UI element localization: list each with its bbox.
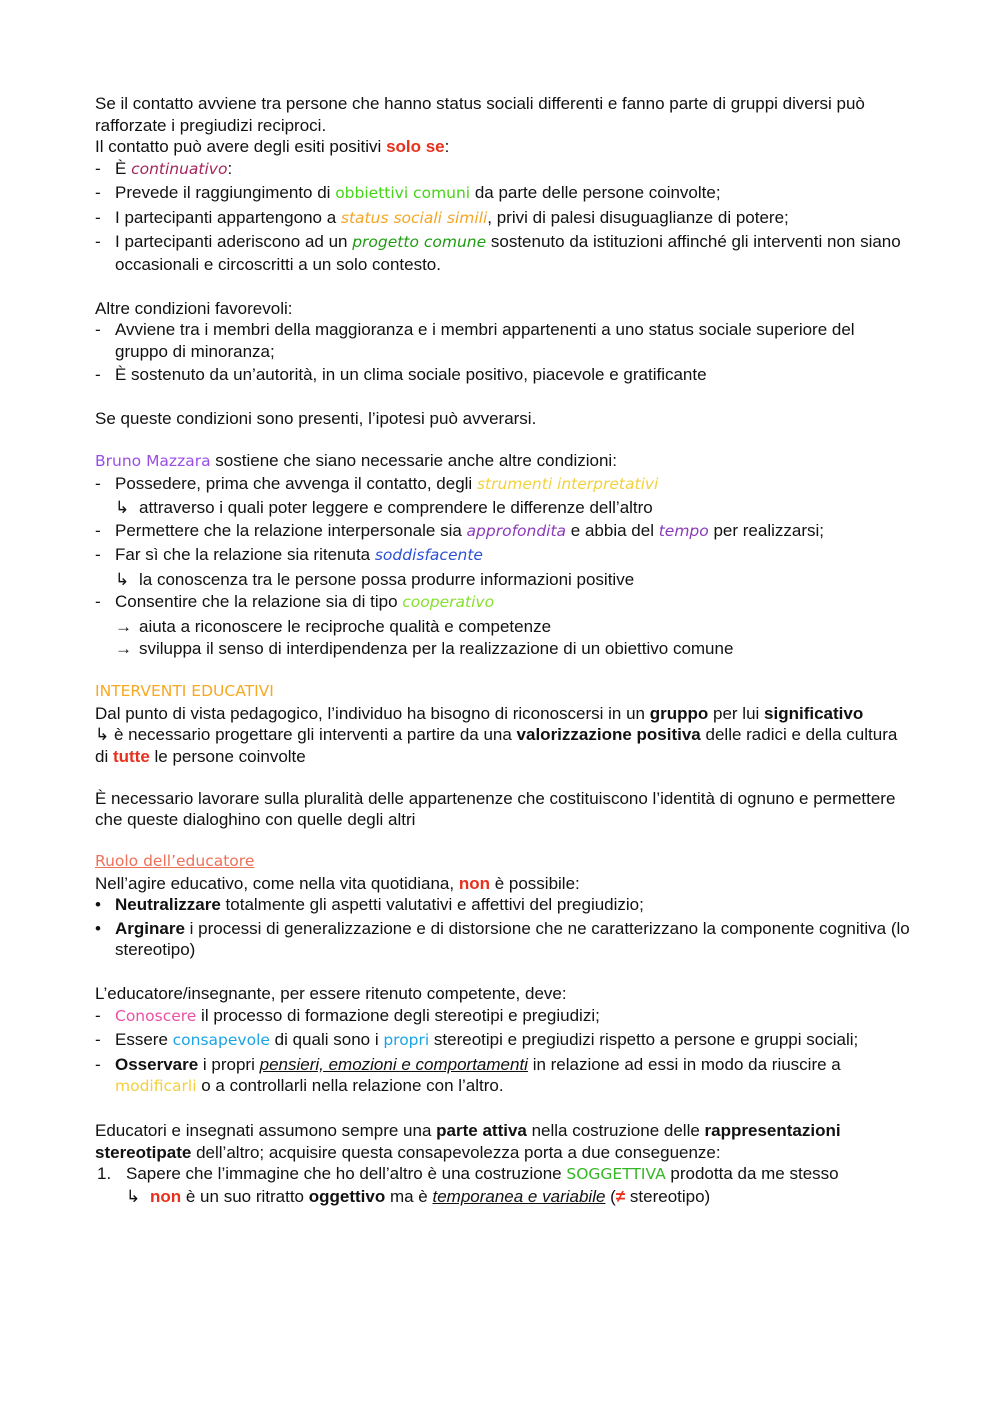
- list-item: [95, 231, 910, 275]
- text: (: [605, 1186, 616, 1206]
- list-item: [95, 207, 910, 230]
- highlight-soddisfacente: soddisfacente: [374, 546, 483, 564]
- section-heading-ruolo: Ruolo dell’educatore: [95, 852, 255, 870]
- mazzara-list: [95, 473, 910, 660]
- bold-valorizzazione: valorizzazione positiva: [516, 725, 701, 744]
- text: Nell’agire educativo, come nella vita quotidiana,: [95, 873, 459, 893]
- emphasis-non: non: [150, 1186, 182, 1206]
- numbered-item: [95, 1163, 910, 1186]
- text: delle radici e della cultura di: [95, 725, 898, 766]
- list-item: [95, 544, 910, 567]
- dash-marker: -: [95, 183, 101, 202]
- right-arrow-icon: →: [115, 616, 132, 636]
- bold-parte-attiva: parte attiva: [436, 1121, 527, 1140]
- spacer: [95, 430, 910, 451]
- text: attraverso i quali poter leggere e comprendere le differenze dell’altro: [139, 498, 653, 517]
- text: da parte delle persone coinvolte;: [470, 183, 721, 202]
- spacer: [95, 277, 910, 298]
- dash-marker: -: [95, 207, 101, 227]
- text: Permettere che la relazione interpersonale sia: [115, 520, 467, 540]
- list-item: [95, 918, 910, 961]
- dash-marker: -: [95, 1005, 101, 1025]
- text: Consentire che la relazione sia di tipo: [115, 592, 403, 611]
- list-item: [95, 1029, 910, 1052]
- list-item: [95, 158, 910, 181]
- list-item: [95, 520, 910, 543]
- highlight-consapevole: consapevole: [172, 1031, 270, 1049]
- dash-marker: -: [95, 320, 101, 339]
- interventi-paragraph-2: [95, 724, 910, 767]
- highlight-cooperativo: cooperativo: [402, 593, 495, 611]
- hook-arrow-icon: ↳: [95, 725, 110, 744]
- dash-marker: -: [95, 232, 101, 251]
- section-heading-interventi: INTERVENTI EDUCATIVI: [95, 682, 274, 700]
- bold-oggettivo: oggettivo: [308, 1186, 386, 1206]
- text: :: [227, 158, 233, 178]
- text: o a controllarli nella relazione con l’altro.: [196, 1076, 504, 1095]
- ruolo-paragraph-2: L’educatore/insegnante, per essere ritenuto competente, deve:: [95, 984, 567, 1003]
- highlight-approfondita: approfondita: [466, 521, 567, 540]
- text: in relazione ad essi in modo da riuscire a: [527, 1054, 841, 1074]
- text: le persone coinvolte: [149, 746, 306, 766]
- bold-neutralizzare: Neutralizzare: [115, 895, 221, 914]
- text: sostiene che siano necessarie anche altre condizioni:: [210, 451, 617, 470]
- text: è un suo ritratto: [181, 1186, 309, 1206]
- dash-marker: -: [95, 592, 101, 611]
- dash-marker: -: [95, 473, 101, 493]
- conditions-list: [95, 158, 910, 276]
- right-arrow-icon: →: [115, 639, 132, 658]
- text: per realizzarsi;: [708, 520, 825, 540]
- hook-arrow-icon: ↳: [126, 1186, 141, 1206]
- author-name: Bruno Mazzara: [95, 452, 211, 470]
- highlight-continuativo: continuativo: [131, 159, 228, 178]
- document-page: [95, 93, 910, 1207]
- bullet-marker: •: [95, 895, 101, 914]
- underlined-text: pensieri, emozioni e comportamenti: [259, 1054, 528, 1074]
- text: il processo di formazione degli stereotipi e pregiudizi;: [196, 1005, 600, 1025]
- bold-significativo: significativo: [764, 703, 864, 723]
- text: Sapere che l’immagine che ho dell’altro è una costruzione: [126, 1164, 567, 1183]
- text: i processi di generalizzazione e di distorsione che ne caratterizzano la componente cognitiva (lo stereotipo): [115, 918, 910, 959]
- sub-item: [95, 569, 910, 591]
- educatore-duties-list: [95, 1005, 910, 1098]
- interventi-paragraph-3: È necessario lavorare sulla pluralità delle appartenenze che costituiscono l’identità di ognuno e permettere che queste dialoghino con quelle degli altri: [95, 788, 896, 829]
- ruolo-paragraph-1: [95, 873, 910, 895]
- list-item: [95, 473, 910, 496]
- underlined-text: temporanea e variabile: [432, 1186, 606, 1206]
- bold-rappresentazioni: rappresentazioni stereotipate: [95, 1121, 841, 1162]
- altre-condizioni-title: Altre condizioni favorevoli:: [95, 298, 293, 318]
- text: ma è: [385, 1186, 433, 1206]
- spacer: [95, 767, 910, 788]
- spacer: [95, 963, 910, 984]
- text: i propri: [198, 1054, 260, 1074]
- list-item: [95, 1054, 910, 1098]
- spacer: [95, 661, 910, 682]
- sub-item: [95, 497, 910, 519]
- mazzara-intro: [95, 450, 910, 473]
- text: nella costruzione delle: [526, 1121, 705, 1140]
- dash-marker: -: [95, 545, 101, 564]
- list-item: [95, 182, 910, 205]
- list-item: [95, 1005, 910, 1028]
- text: dell’altro; acquisire questa consapevolezza porta a due conseguenze:: [191, 1142, 721, 1162]
- text: Dal punto di vista pedagogico, l’individuo ha bisogno di riconoscersi in un: [95, 703, 650, 723]
- highlight-tempo: tempo: [658, 521, 709, 540]
- text: Far sì che la relazione sia ritenuta: [115, 545, 375, 564]
- list-item: [95, 364, 910, 386]
- emphasis-non: non: [458, 873, 490, 893]
- not-equal-icon: ≠: [615, 1186, 626, 1206]
- text: è necessario progettare gli interventi a partire da una: [109, 725, 517, 744]
- text: Avviene tra i membri della maggioranza e i membri appartenenti a uno status sociale superiore del gruppo di minoranza;: [115, 320, 855, 361]
- highlight-strumenti-interpretativi: strumenti interpretativi: [476, 474, 659, 493]
- highlight-obbiettivi-comuni: obbiettivi comuni: [335, 184, 471, 202]
- dash-marker: -: [95, 1030, 101, 1049]
- text: sviluppa il senso di interdipendenza per la realizzazione di un obiettivo comune: [139, 639, 734, 658]
- text: :: [444, 137, 450, 156]
- text: prodotta da me stesso: [665, 1164, 839, 1183]
- text: I partecipanti aderiscono ad un: [115, 232, 353, 251]
- dash-marker: -: [95, 365, 101, 384]
- spacer: [95, 388, 910, 409]
- educatori-paragraph: [95, 1120, 910, 1163]
- highlight-conoscere: Conoscere: [115, 1006, 197, 1025]
- bold-gruppo: gruppo: [649, 703, 709, 723]
- list-item: [95, 591, 910, 614]
- highlight-propri: propri: [383, 1031, 430, 1049]
- text: Possedere, prima che avvenga il contatto, degli: [115, 473, 477, 493]
- bold-arginare: Arginare: [115, 918, 185, 938]
- text: e abbia del: [566, 520, 659, 540]
- text: I partecipanti appartengono a: [115, 207, 341, 227]
- text: la conoscenza tra le persone possa produrre informazioni positive: [139, 569, 635, 589]
- ruolo-bullet-list: [95, 894, 910, 961]
- spacer: [95, 1100, 910, 1121]
- text: stereotipo): [625, 1186, 711, 1206]
- text: Educatori e insegnati assumono sempre una: [95, 1121, 437, 1140]
- highlight-status-sociali-simili: status sociali simili: [340, 208, 488, 227]
- bold-osservare: Osservare: [115, 1054, 199, 1074]
- emphasis-tutte: tutte: [112, 746, 150, 766]
- numbered-sub-item: [95, 1186, 910, 1208]
- interventi-paragraph-1: [95, 703, 910, 725]
- intro-condition: [95, 136, 910, 158]
- emphasis-solo-se: solo se: [386, 137, 445, 156]
- dash-marker: -: [95, 158, 101, 178]
- ipotesi-paragraph: Se queste condizioni sono presenti, l’ipotesi può avverarsi.: [95, 409, 537, 428]
- text: di quali sono i: [269, 1030, 384, 1049]
- text: sostenuto da istituzioni affinché gli interventi non siano occasionali e circoscritti a un solo contesto.: [115, 232, 901, 274]
- hook-arrow-icon: ↳: [115, 569, 130, 589]
- dash-marker: -: [95, 520, 101, 540]
- text: Prevede il raggiungimento di: [115, 183, 336, 202]
- item-number: 1.: [97, 1164, 112, 1183]
- text: aiuta a riconoscere le reciproche qualità e competenze: [139, 616, 552, 636]
- highlight-modificarli: modificarli: [115, 1077, 197, 1095]
- dash-marker: -: [95, 1054, 101, 1074]
- list-item: [95, 894, 910, 916]
- sub-item: [95, 616, 910, 638]
- text: È sostenuto da un’autorità, in un clima sociale positivo, piacevole e gratificante: [115, 365, 707, 384]
- sub-item: [95, 638, 910, 660]
- list-item: [95, 319, 910, 362]
- intro-paragraph: Se il contatto avviene tra persone che hanno status sociali differenti e fanno parte di gruppi diversi può rafforzate i pregiudizi reciproci.: [95, 94, 865, 135]
- text: è possibile:: [489, 873, 580, 893]
- highlight-soggettiva: SOGGETTIVA: [566, 1165, 666, 1183]
- text: totalmente gli aspetti valutativi e affettivi del pregiudizio;: [220, 895, 644, 914]
- text: È: [115, 158, 132, 178]
- altre-condizioni-list: [95, 319, 910, 386]
- spacer: [95, 831, 910, 852]
- text: Il contatto può avere degli esiti positivi: [95, 137, 387, 156]
- text: , privi di palesi disuguaglianze di potere;: [487, 207, 789, 227]
- text: per lui: [708, 703, 765, 723]
- text: Essere: [115, 1030, 173, 1049]
- bullet-marker: •: [95, 918, 101, 938]
- text: stereotipi e pregiudizi rispetto a persone e gruppi sociali;: [429, 1030, 859, 1049]
- hook-arrow-icon: ↳: [115, 498, 130, 517]
- highlight-progetto-comune: progetto comune: [352, 233, 487, 251]
